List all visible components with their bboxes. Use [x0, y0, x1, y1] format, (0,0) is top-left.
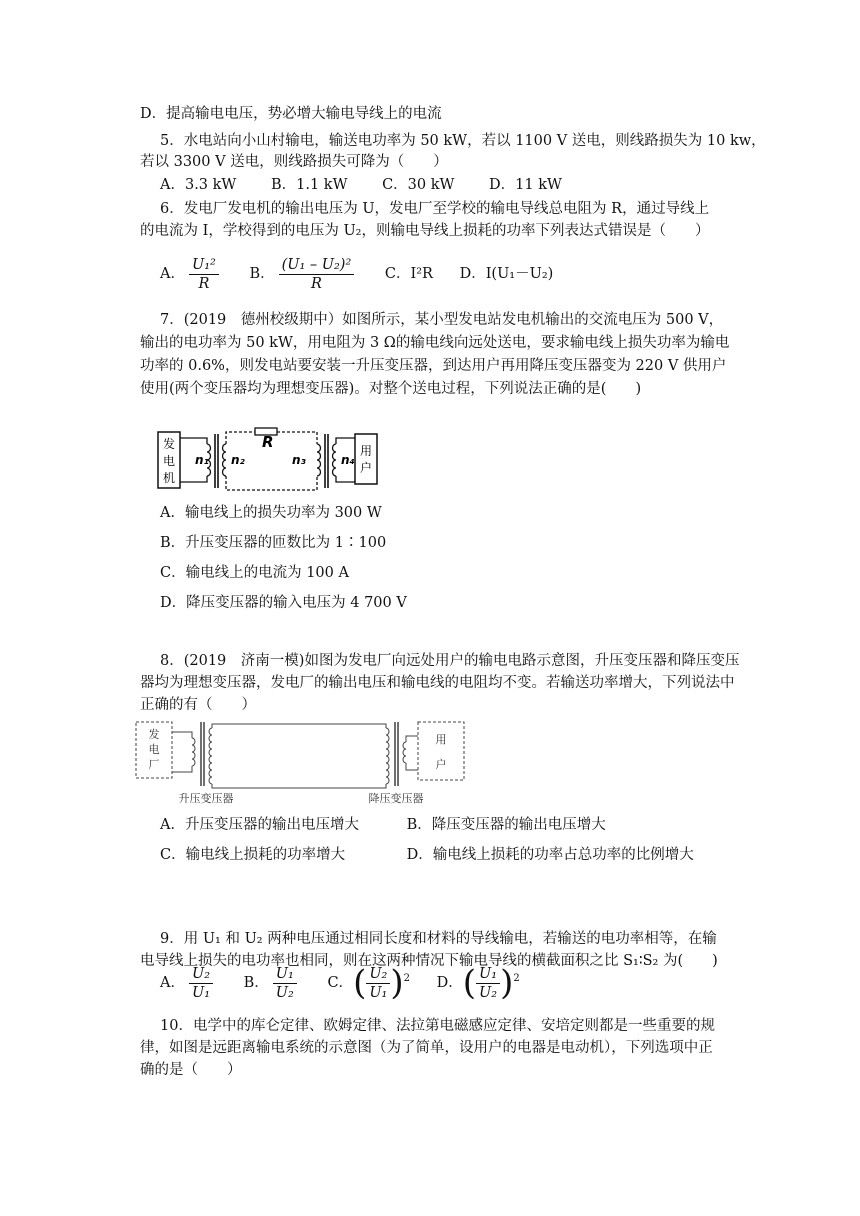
q9-option-d: D． ( $\frac{\text{U₁}}{\text{U₂}}$ ) 2 — [436, 963, 520, 1003]
q5-stem-line-2: 若以 3300 V 送电，则线路损失可降为（ ） — [140, 154, 448, 170]
plant-label-3: 厂 — [148, 758, 160, 771]
step-up-primary-coil — [192, 738, 195, 766]
generator-label-1: 发 — [162, 437, 176, 451]
q5-option-c: C．30 kW — [382, 177, 455, 193]
q9-stem-line-2: 电导线上损失的电功率也相同，则在这两种情况下输电导线的横截面积之比 S₁∶S₂ 为( ) — [140, 953, 718, 969]
q8-circuit-diagram — [134, 716, 474, 806]
q8-stem-line-2: 器均为理想变压器，发电厂的输出电压和输电线的电阻均不变。若输送功率增大，下列说法中 — [140, 675, 735, 691]
q9-option-c: C． ( $\frac{\text{U₂}}{\text{U₁}}$ ) 2 — [327, 963, 411, 1003]
q6-option-b: B． $\frac{\text{(U₁ – U₂)²}}{R}$ — [249, 254, 358, 294]
q6-stem-line-2: 的电流为 I，学校得到的电压为 U₂，则输电导线上损耗的功率下列表达式错误是（ ） — [140, 223, 710, 239]
q6-option-c: C．I²R — [384, 266, 433, 282]
q8-option-d: D．输电线上损耗的功率占总功率的比例增大 — [406, 847, 694, 863]
q5-option-d: D．11 kW — [489, 177, 562, 193]
q8-option-c: C．输电线上损耗的功率增大 — [160, 847, 346, 863]
q10-stem-line-3: 确的是（ ） — [140, 1062, 242, 1078]
step-down-primary-coil — [386, 728, 389, 784]
user-label-1: 用 — [359, 444, 373, 458]
q9-options — [160, 960, 542, 1006]
step-up-secondary-coil — [209, 728, 212, 784]
generator-label-2: 电 — [162, 454, 176, 468]
q6-b-denominator: R — [310, 275, 322, 292]
q7-circuit-diagram — [155, 424, 390, 496]
q6-option-a: A． $\frac{\text{U₁²}}{R}$ — [160, 254, 223, 294]
step-down-secondary-coil — [403, 742, 406, 763]
q10-stem-line-1: 10．电学中的库仑定律、欧姆定律、法拉第电磁感应定律、安培定则都是一些重要的规 — [160, 1018, 715, 1034]
q7-stem-line-2: 输出的电功率为 50 kW，用电阻为 3 Ω的输电线向远处送电，要求输电线上损失功率为输电 — [140, 335, 730, 351]
plant-label-1: 发 — [148, 728, 160, 741]
q8-user-label-1: 用 — [435, 733, 447, 746]
q8-stem-line-3: 正确的有（ ） — [140, 697, 256, 713]
coil-n2 — [223, 444, 227, 476]
q8-options-row-2 — [160, 845, 694, 865]
q7-option-b: B．升压变压器的匝数比为 1∶100 — [160, 535, 387, 551]
step-down-label: 降压变压器 — [368, 792, 424, 805]
n3-label: n₃ — [292, 453, 306, 467]
q6-a-numerator: U₁² — [189, 256, 219, 275]
q5-options — [160, 175, 584, 195]
q7-stem-line-4: 使用(两个变压器均为理想变压器)。对整个送电过程，下列说法正确的是( ) — [140, 381, 642, 397]
n2-label: n₂ — [231, 453, 245, 467]
q9-stem-line-1: 9．用 U₁ 和 U₂ 两种电压通过相同长度和材料的导线输电，若输送的电功率相等，在输 — [160, 931, 717, 947]
q7-option-c: C．输电线上的电流为 100 A — [160, 565, 349, 581]
q6-b-numerator: (U₁ – U₂)² — [279, 256, 355, 275]
coil-n3 — [317, 444, 321, 476]
q6-options — [160, 254, 575, 294]
q10-stem-line-2: 律，如图是远距离输电系统的示意图（为了简单，设用户的电器是电动机），下列选项中正 — [140, 1040, 713, 1056]
q7-stem-line-3: 功率的 0.6%，则发电站要安装一升压变压器，到达用户再用降压变压器变为 220 V 供用户 — [140, 358, 727, 374]
q5-option-a: A．3.3 kW — [160, 177, 237, 193]
q6-stem-line-1: 6．发电厂发电机的输出电压为 U，发电厂至学校的输电导线总电阻为 R，通过导线上 — [160, 201, 710, 217]
q9-option-a: A． $\frac{\text{U₂}}{\text{U₁}}$ — [160, 960, 217, 1006]
q4-option-d: D．提高输电电压，势必增大输电导线上的电流 — [140, 106, 442, 122]
q7-option-d: D．降压变压器的输入电压为 4 700 V — [160, 595, 407, 611]
user-box — [355, 434, 377, 484]
q5-option-b: B．1.1 kW — [270, 177, 348, 193]
plant-label-2: 电 — [148, 743, 160, 756]
q8-option-a: A．升压变压器的输出电压增大 — [160, 817, 359, 833]
resistor-label: R — [262, 433, 274, 451]
user-box-q8 — [418, 722, 464, 780]
q6-a-denominator: R — [198, 275, 210, 292]
n1-label: n₁ — [195, 453, 209, 467]
user-label-2: 户 — [359, 461, 373, 475]
q6-option-d: D．I(U₁－U₂) — [459, 266, 554, 282]
q8-options-row-1 — [160, 815, 606, 835]
q7-option-a: A．输电线上的损失功率为 300 W — [160, 505, 382, 521]
step-up-label: 升压变压器 — [178, 792, 234, 805]
q8-user-label-2: 户 — [435, 758, 447, 771]
q8-stem-line-1: 8．(2019 济南一模)如图为发电厂向远处用户的输电电路示意图，升压变压器和降压变压 — [160, 653, 740, 669]
n4-label: n₄ — [341, 453, 355, 467]
coil-n4 — [333, 444, 337, 476]
q5-stem-line-1: 5．水电站向小山村输电，输送电功率为 50 kW，若以 1100 V 送电，则线路损失为 10 kw， — [160, 133, 766, 149]
generator-label-3: 机 — [162, 471, 176, 485]
q8-option-b: B．降压变压器的输出电压增大 — [406, 817, 606, 833]
q7-stem-line-1: 7．(2019 德州校级期中）如图所示，某小型发电站发电机输出的交流电压为 500 V， — [160, 312, 724, 328]
q9-option-b: B． $\frac{\text{U₁}}{\text{U₂}}$ — [244, 960, 301, 1006]
